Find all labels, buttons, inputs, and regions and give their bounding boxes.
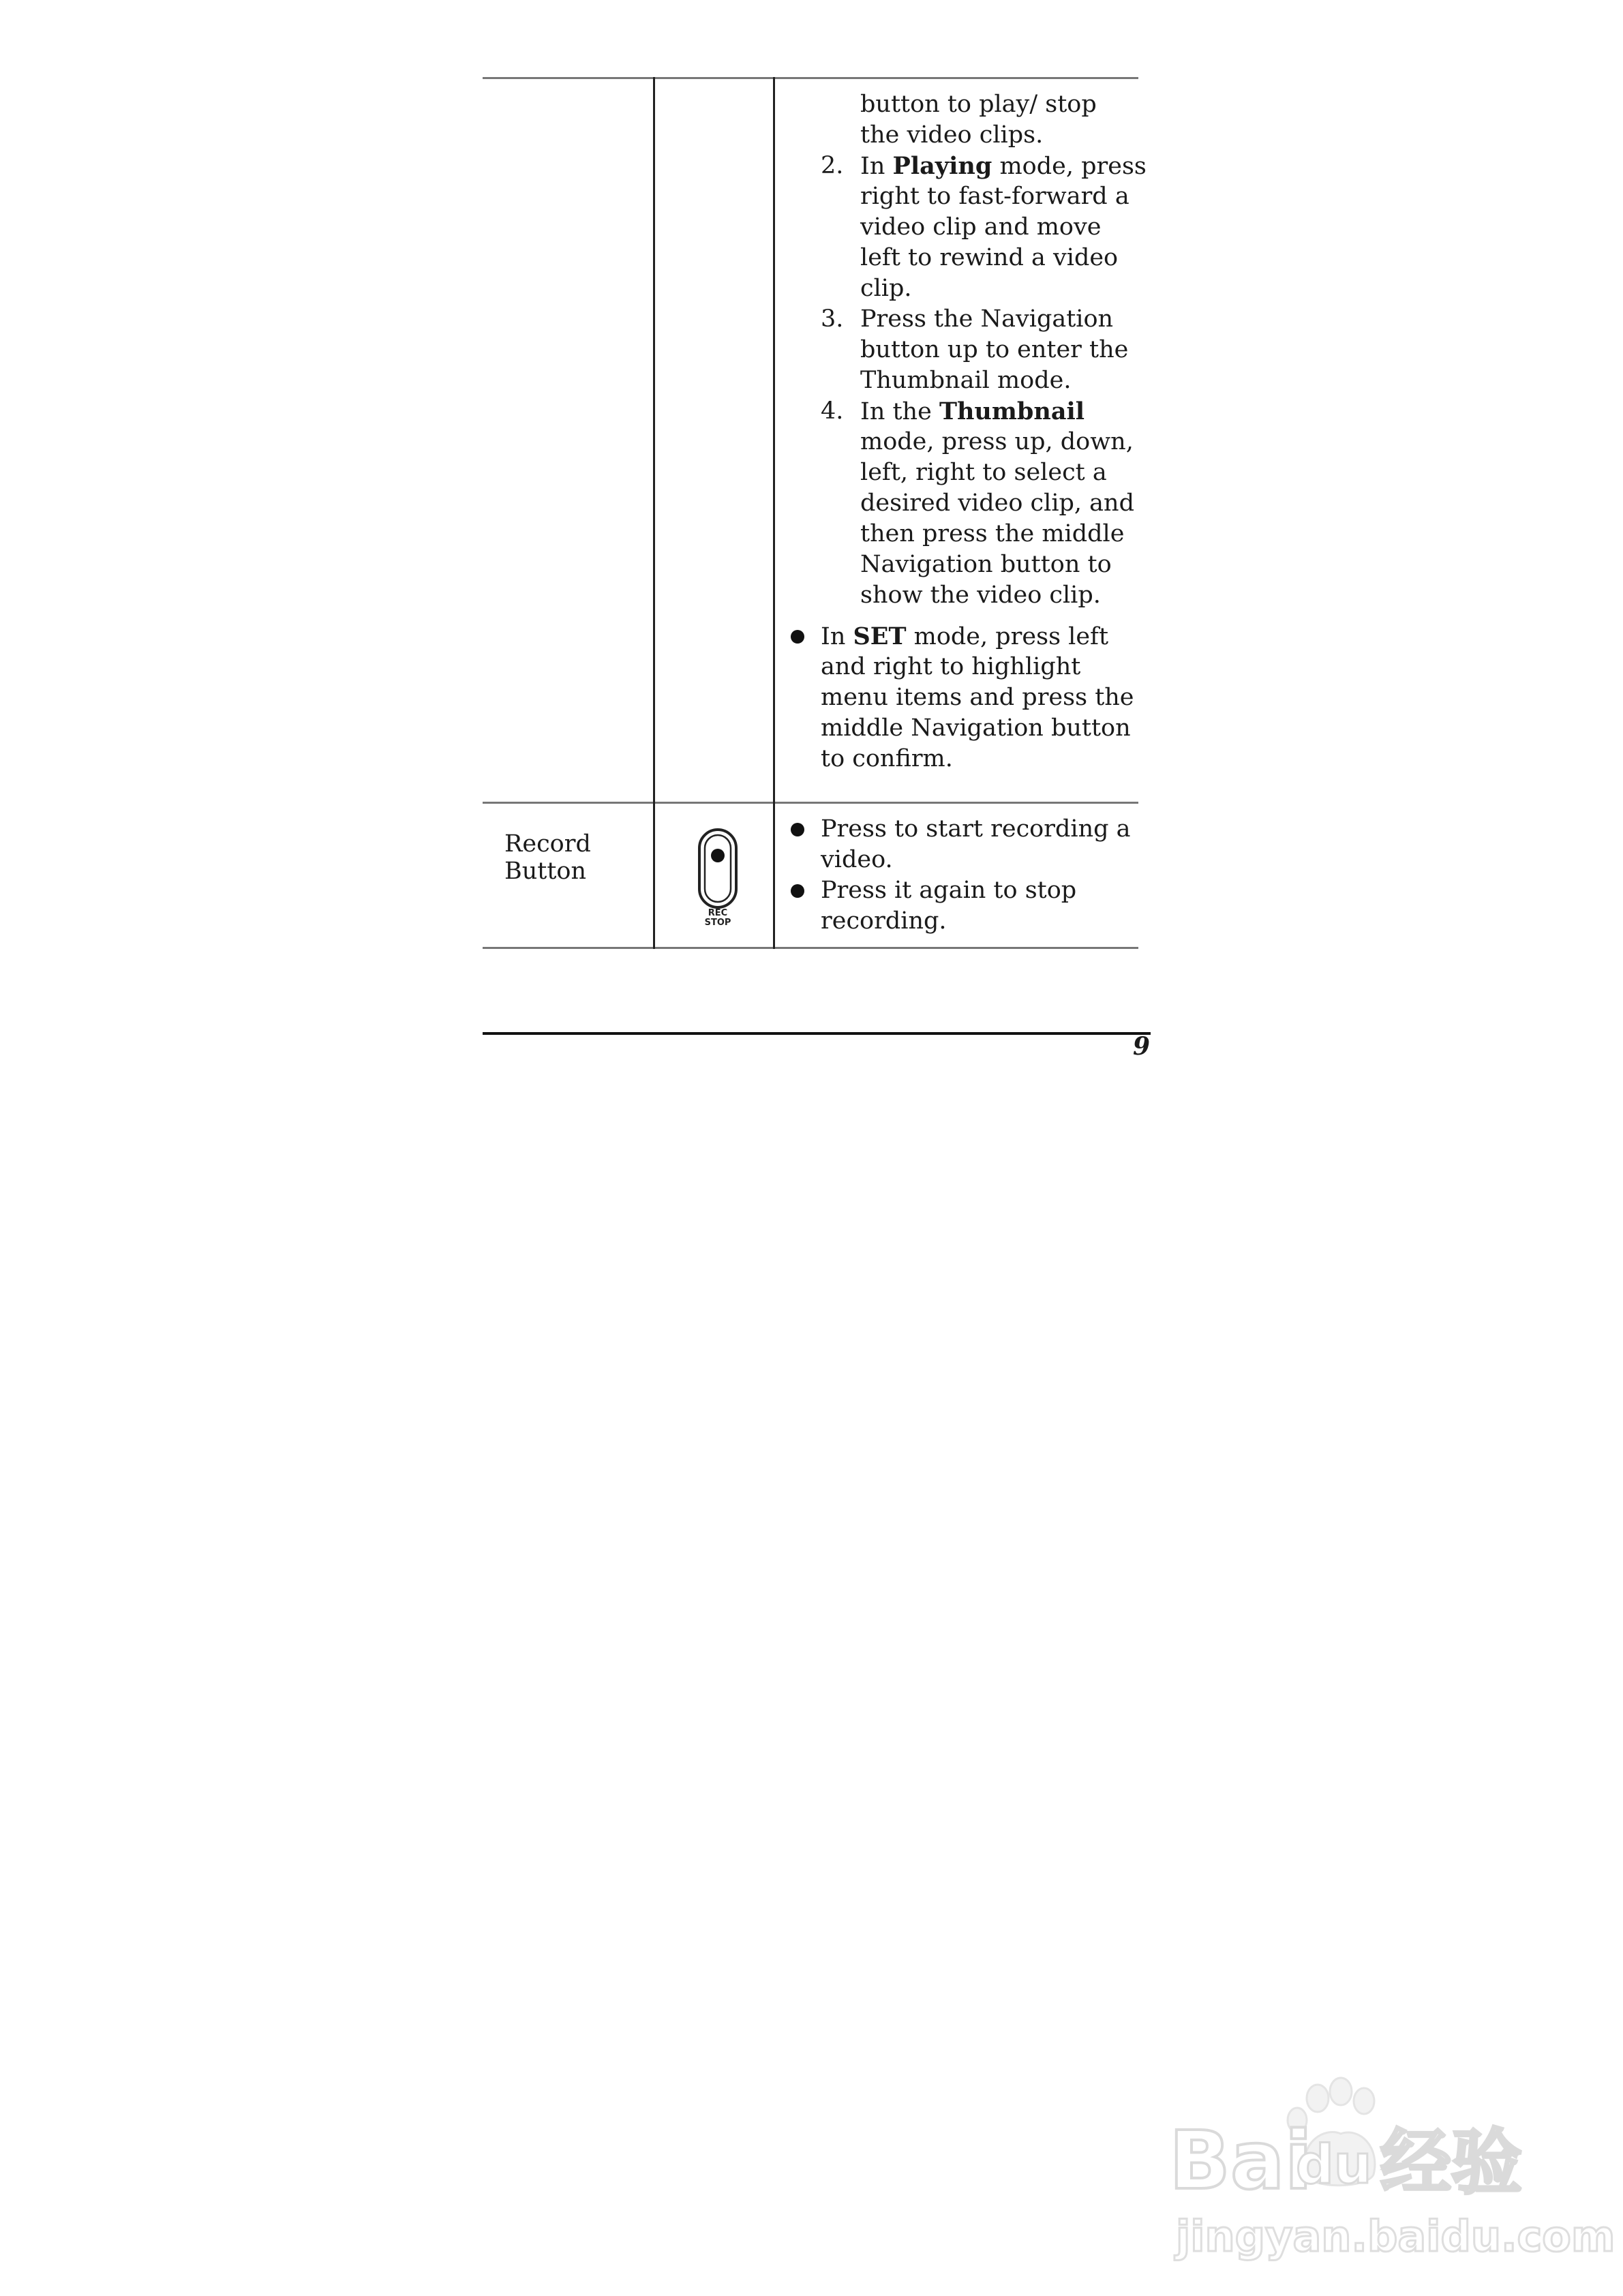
list-item-line: left to rewind a video xyxy=(860,244,1119,271)
list-item-line: button up to enter the xyxy=(860,336,1129,363)
bullet-icon xyxy=(791,630,804,644)
bullet-icon xyxy=(791,884,804,898)
rec-label: REC xyxy=(708,908,728,918)
list-item-line: video clip and move xyxy=(860,213,1102,241)
list-item-line: right to fast-forward a xyxy=(860,183,1129,210)
list-item-line: left, right to select a xyxy=(860,459,1107,486)
record-button-name-line2: Button xyxy=(504,858,587,885)
column-divider-2 xyxy=(773,77,775,949)
record-bullet-2-line2: recording. xyxy=(821,907,947,935)
set-bullet-line: In SET mode, press left xyxy=(821,622,1109,650)
svg-text:经验: 经验 xyxy=(1380,2121,1523,2204)
set-bullet-line: menu items and press the xyxy=(821,684,1134,711)
list-item-number: 3. xyxy=(821,305,844,333)
list-item-number: 4. xyxy=(821,397,844,425)
column-divider-1 xyxy=(653,77,655,949)
svg-text:du: du xyxy=(1296,2134,1372,2196)
continuation-line-1: button to play/ stop xyxy=(860,91,1097,118)
list-item-line: Thumbnail mode. xyxy=(860,367,1072,394)
list-item-line: Navigation button to xyxy=(860,551,1112,578)
record-bullet-1-line2: video. xyxy=(821,846,893,873)
record-button-name-line1: Record xyxy=(504,830,591,858)
record-bullet-2-line1: Press it again to stop xyxy=(821,877,1077,904)
set-bullet-line: and right to highlight xyxy=(821,653,1081,680)
list-item-line: show the video clip. xyxy=(860,581,1101,609)
bullet-icon xyxy=(791,823,804,836)
stop-label: STOP xyxy=(704,918,731,928)
footer-rule xyxy=(483,1032,1151,1035)
set-bullet-line: to confirm. xyxy=(821,745,953,772)
list-item-line: mode, press up, down, xyxy=(860,428,1134,455)
row-divider-rule xyxy=(483,802,1138,804)
table-top-rule xyxy=(483,77,1138,79)
continuation-line-2: the video clips. xyxy=(860,121,1044,149)
list-item-number: 2. xyxy=(821,152,844,179)
list-item-line: desired video clip, and xyxy=(860,489,1134,517)
record-bullet-1-line1: Press to start recording a xyxy=(821,815,1131,843)
list-item-line: then press the middle xyxy=(860,520,1125,547)
set-bullet-line: middle Navigation button xyxy=(821,714,1131,742)
svg-text:Bai: Bai xyxy=(1169,2113,1313,2207)
page-number: 9 xyxy=(1133,1032,1151,1061)
table-bottom-rule xyxy=(483,947,1138,949)
baidu-jingyan-watermark xyxy=(1162,2072,1616,2270)
list-item-line: Press the Navigation xyxy=(860,305,1114,333)
svg-text:jingyan.baidu.com: jingyan.baidu.com xyxy=(1176,2211,1616,2261)
list-item-line: In the Thumbnail xyxy=(860,397,1085,425)
list-item-line: In Playing mode, press xyxy=(860,152,1147,180)
list-item-line: clip. xyxy=(860,275,912,302)
